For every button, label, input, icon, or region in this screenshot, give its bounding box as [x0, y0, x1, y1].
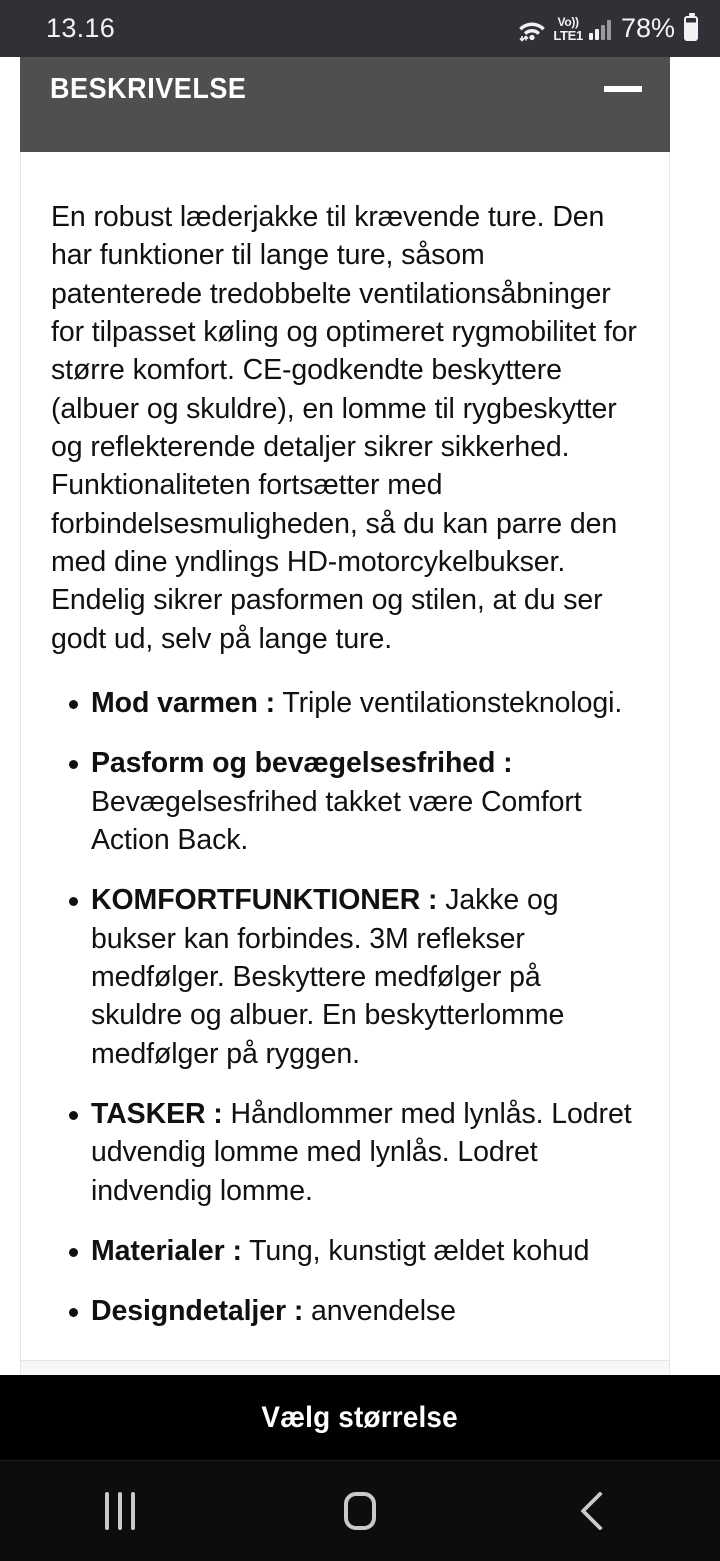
back-icon: [580, 1491, 620, 1531]
signal-bars-icon: [589, 18, 611, 40]
volte-icon: [553, 16, 583, 42]
feature-label: Materialer :: [91, 1234, 242, 1267]
status-bar: [0, 0, 720, 57]
minus-icon[interactable]: [604, 86, 642, 92]
volte-bottom-label: LTE1: [553, 27, 583, 43]
accordion-body: [20, 152, 670, 1370]
status-time: 13.16: [46, 13, 116, 43]
page-content: [0, 57, 720, 1375]
android-nav-bar: [0, 1460, 720, 1561]
list-item: [91, 1232, 639, 1270]
accordion-title: BESKRIVELSE: [50, 73, 247, 105]
feature-text: Tung, kunstigt ældet kohud: [241, 1234, 590, 1267]
list-item: [91, 1292, 639, 1330]
feature-label: Designdetaljer :: [91, 1295, 304, 1328]
battery-icon: [684, 16, 698, 41]
list-item: [91, 744, 639, 859]
list-item: [91, 1095, 639, 1210]
feature-text: Jakke og bukser kan forbindes. 3M reflekser medfølger. Beskyttere medfølger på skuldre og albuer. En beskytterlomme medfølger på ryggen.: [91, 884, 565, 1070]
select-size-button[interactable]: [0, 1375, 720, 1460]
feature-text: Bevægelsesfrihed takket være Comfort Action Back.: [91, 785, 582, 856]
back-button[interactable]: [540, 1476, 660, 1546]
select-size-label: Vælg størrelse: [261, 1400, 459, 1434]
recents-button[interactable]: [60, 1476, 180, 1546]
home-icon: [344, 1492, 376, 1530]
battery-percent-label: 78%: [620, 13, 675, 43]
volte-top-label: Vo)): [557, 14, 579, 29]
next-accordion-card-peek[interactable]: [20, 1360, 670, 1375]
feature-text: anvendelse: [303, 1295, 456, 1328]
home-button[interactable]: [300, 1476, 420, 1546]
feature-label: Mod varmen :: [91, 686, 276, 719]
feature-label: KOMFORTFUNKTIONER :: [91, 884, 438, 917]
feature-text: Håndlommer med lynlås. Lodret udvendig lomme med lynlås. Lodret indvendig lomme.: [91, 1097, 632, 1207]
accordion-header[interactable]: [20, 57, 670, 152]
wifi-icon: [517, 16, 547, 42]
feature-list: [51, 684, 639, 1331]
feature-label: Pasform og bevægelsesfrihed :: [91, 747, 513, 780]
list-item: [91, 881, 639, 1073]
status-indicators: [517, 13, 698, 44]
description-paragraph: En robust læderjakke til krævende ture. Den har funktioner til lange ture, såsom patenterede tredobbelte ventilationsåbninger for tilpasset køling og optimeret rygmobilitet for større komfort. CE-godkendte beskyttere (albuer og skuldre), en lomme til rygbeskytter og reflekterende detaljer sikrer sikkerhed. Funktionaliteten fortsætter med forbindelsesmuligheden, så du kan parre den med dine yndlings HD-motorcykelbukser. Endelig sikrer pasformen og stilen, at du ser godt ud, selv på lange ture.: [51, 201, 637, 655]
description-accordion-card: [20, 57, 670, 1370]
list-item: [91, 684, 639, 722]
feature-text: Triple ventilationsteknologi.: [275, 686, 623, 719]
feature-label: TASKER :: [91, 1097, 223, 1130]
recents-icon: [105, 1492, 135, 1530]
